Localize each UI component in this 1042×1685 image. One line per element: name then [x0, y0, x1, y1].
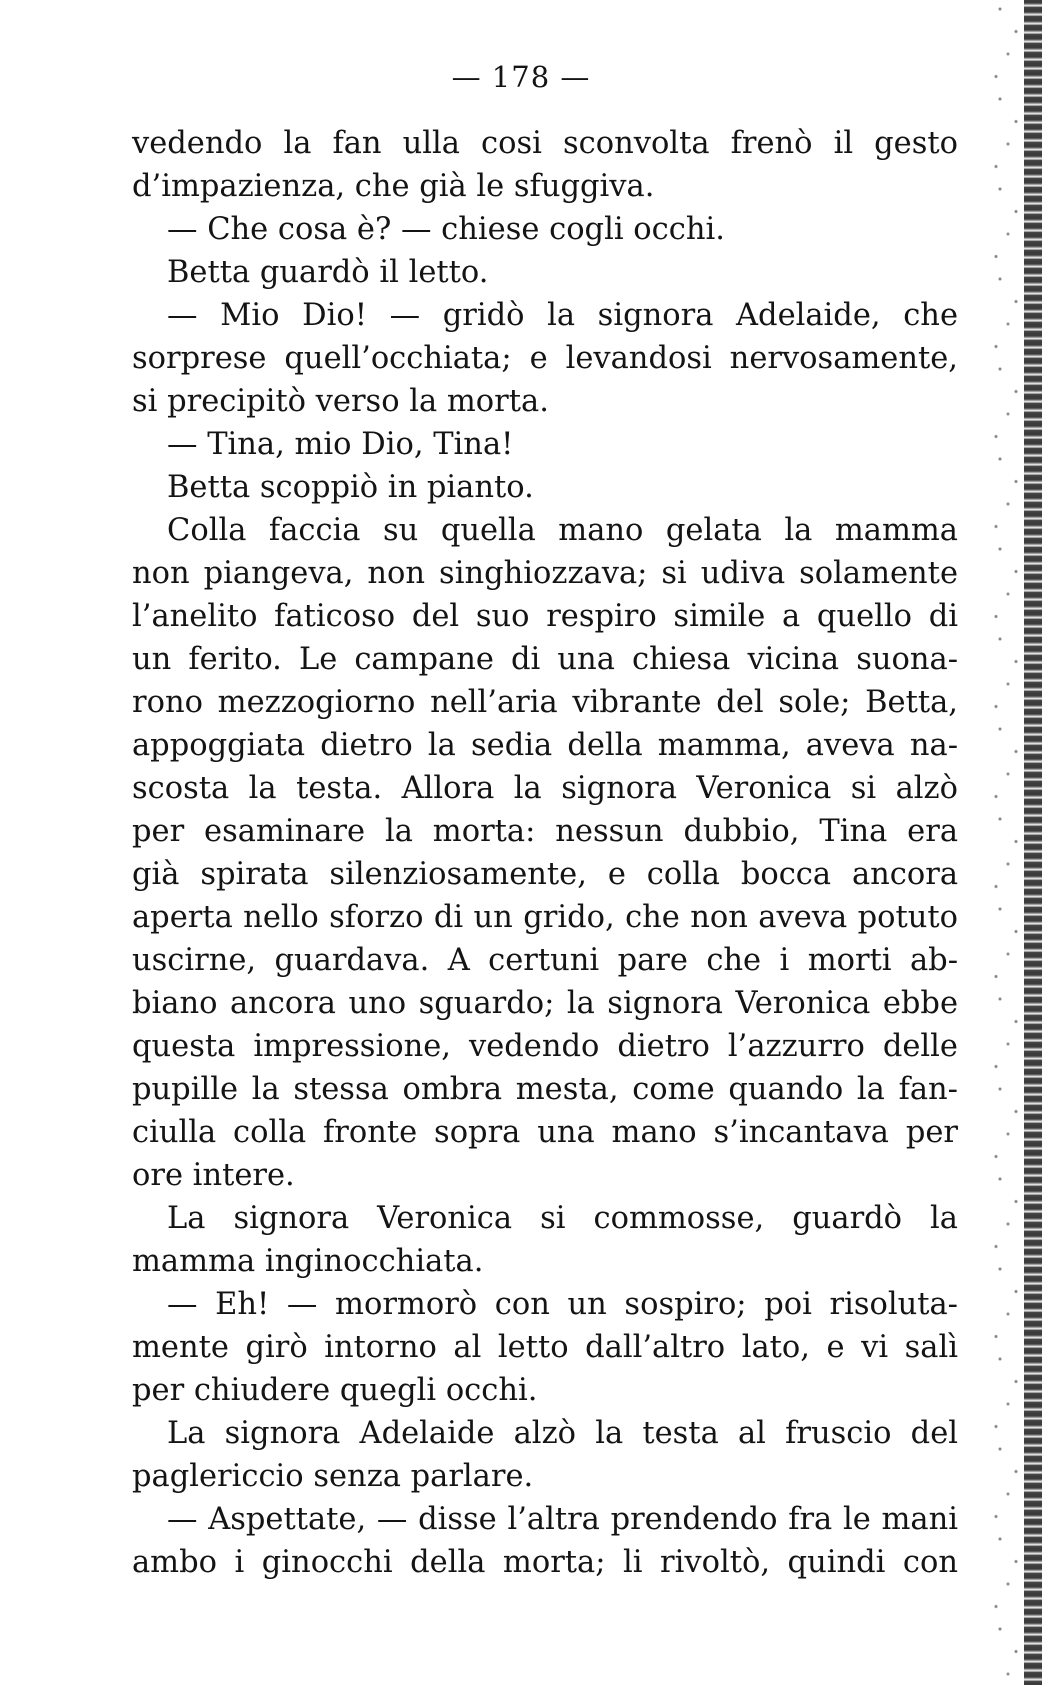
- body-text: [132, 122, 958, 1584]
- text-line: questa impressione, vedendo dietro l’azzurro delle: [132, 1029, 958, 1064]
- text-line: vedendo la fan ulla cosi sconvolta frenò il gesto: [132, 126, 958, 161]
- text-line: per chiudere quegli occhi.: [132, 1373, 538, 1408]
- text-line: sorprese quell’occhiata; e levandosi nervosamente,: [132, 341, 958, 376]
- text-line: un ferito. Le campane di una chiesa vicina suona-: [132, 642, 958, 677]
- text-line: — Eh! — mormorò con un sospiro; poi risoluta-: [167, 1287, 958, 1322]
- text-line: — Che cosa è? — chiese cogli occhi.: [167, 212, 725, 247]
- text-line: Betta scoppiò in pianto.: [167, 470, 534, 505]
- page-binding-edge: [1024, 0, 1042, 1685]
- page-number: — 178 —: [451, 60, 591, 94]
- text-line: ambo i ginocchi della morta; li rivoltò, quindi con: [132, 1545, 958, 1580]
- text-line: Colla faccia su quella mano gelata la mamma: [167, 513, 958, 548]
- text-line: d’impazienza, che già le sfuggiva.: [132, 169, 655, 204]
- text-line: mamma inginocchiata.: [132, 1244, 484, 1279]
- text-line: — Aspettate, — disse l’altra prendendo fra le mani: [167, 1502, 958, 1537]
- text-line: Betta guardò il letto.: [167, 255, 489, 290]
- text-line: paglericcio senza parlare.: [132, 1459, 534, 1494]
- text-line: appoggiata dietro la sedia della mamma, aveva na-: [132, 728, 958, 763]
- text-line: rono mezzogiorno nell’aria vibrante del sole; Betta,: [132, 685, 958, 720]
- text-line: uscirne, guardava. A certuni pare che i morti ab-: [132, 943, 958, 978]
- text-line: La signora Adelaide alzò la testa al fruscio del: [167, 1416, 958, 1451]
- text-line: biano ancora uno sguardo; la signora Veronica ebbe: [132, 986, 958, 1021]
- text-line: non piangeva, non singhiozzava; si udiva solamente: [132, 556, 958, 591]
- text-line: scosta la testa. Allora la signora Veronica si alzò: [132, 771, 958, 806]
- text-line: per esaminare la morta: nessun dubbio, Tina era: [132, 814, 958, 849]
- text-line: — Mio Dio! — gridò la signora Adelaide, che: [167, 298, 958, 333]
- text-line: mente girò intorno al letto dall’altro lato, e vi salì: [132, 1330, 958, 1365]
- text-line: ciulla colla fronte sopra una mano s’incantava per: [132, 1115, 958, 1150]
- text-line: La signora Veronica si commosse, guardò la: [167, 1201, 958, 1236]
- text-line: si precipitò verso la morta.: [132, 384, 549, 419]
- text-line: aperta nello sforzo di un grido, che non aveva potuto: [132, 900, 958, 935]
- text-line: — Tina, mio Dio, Tina!: [167, 427, 514, 462]
- text-line: ore intere.: [132, 1158, 295, 1193]
- text-line: pupille la stessa ombra mesta, come quando la fan-: [132, 1072, 958, 1107]
- scan-speckle: [988, 0, 1028, 1685]
- text-line: l’anelito faticoso del suo respiro simile a quello di: [132, 599, 958, 634]
- text-line: già spirata silenziosamente, e colla bocca ancora: [132, 857, 958, 892]
